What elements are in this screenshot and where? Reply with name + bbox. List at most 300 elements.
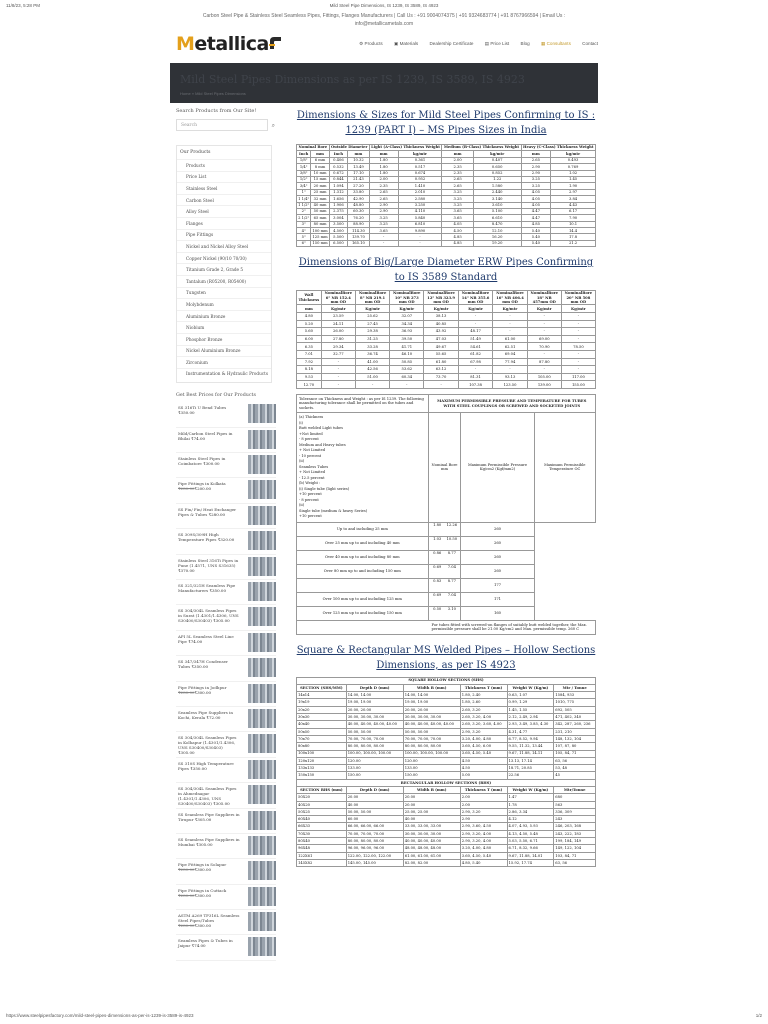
table-cell: 260 bbox=[461, 522, 534, 536]
print-header bbox=[6, 3, 762, 11]
table-cell: 50x50 bbox=[297, 728, 347, 735]
table-cell: Over 125 mm up to and including 150 mm bbox=[297, 606, 429, 620]
product-name[interactable]: Pipe Fittings in Jodhpur bbox=[178, 684, 227, 690]
table-cell: 51.00 bbox=[355, 373, 389, 381]
table-cell: 27.20 bbox=[348, 183, 370, 189]
nav-materials[interactable]: ▣ Materials bbox=[393, 41, 419, 46]
table-cell: 70x70 bbox=[297, 735, 347, 742]
column-header: Weight W (Kg/m) bbox=[507, 786, 554, 793]
table-cell: 3.60, 4.50, 5.40 bbox=[460, 852, 507, 859]
table-cell: 145.00, 145.00 bbox=[346, 859, 403, 866]
tolerance-line: Medium and Heavy tubes bbox=[299, 442, 346, 447]
nav-price-list[interactable]: ▤ Price List bbox=[484, 41, 510, 46]
table-cell: 122.00, 122.00, 122.00 bbox=[346, 852, 403, 859]
category-link[interactable]: Titanium Grade 2, Grade 5 bbox=[177, 263, 271, 275]
product-item[interactable] bbox=[176, 859, 276, 884]
product-item[interactable] bbox=[176, 682, 276, 707]
product-thumbnail[interactable] bbox=[248, 684, 276, 703]
table-cell: 96X48 bbox=[297, 845, 347, 852]
table-cell: 4.85 bbox=[442, 240, 473, 246]
tolerance-line: Butt welded Light tubes bbox=[299, 426, 343, 431]
category-link[interactable]: Nickel Aluminium Bronze bbox=[177, 345, 271, 357]
table-cell: 65 mm bbox=[311, 215, 329, 221]
nav-dealership[interactable]: Dealership Certificate bbox=[429, 41, 474, 46]
contact-email[interactable]: info@metallicametals.com bbox=[354, 21, 414, 27]
table-cell: 33.28 bbox=[355, 343, 389, 351]
table-cell: - bbox=[458, 320, 492, 328]
table-cell: 1/8" bbox=[297, 157, 311, 163]
product-price: ₹305.00 bbox=[213, 801, 230, 807]
table-cell: 260 bbox=[461, 550, 534, 564]
product-item[interactable] bbox=[176, 910, 276, 935]
table-cell: 0.769 bbox=[551, 164, 596, 170]
tolerance-line: + Not Limited bbox=[299, 448, 326, 453]
table-cell: 20.00 bbox=[346, 794, 403, 801]
table-cell: 4.47 bbox=[521, 215, 551, 221]
table-cell: 4.05 bbox=[521, 189, 551, 195]
site-logo[interactable]: Metallica bbox=[176, 33, 269, 55]
column-unit: kg/mtr bbox=[551, 151, 596, 157]
table-cell: 43.92 bbox=[424, 328, 458, 336]
nav-consultants[interactable]: ▦ Consultants bbox=[540, 41, 571, 46]
table-cell: - bbox=[561, 358, 595, 366]
product-item[interactable] bbox=[176, 478, 276, 503]
product-thumbnail[interactable] bbox=[248, 937, 276, 956]
category-link[interactable]: Instrumentation & Hydraulic Products bbox=[177, 368, 271, 380]
table-cell: 8.470 bbox=[473, 221, 521, 227]
table-cell: 2.60, 3.20, 4.00 bbox=[460, 714, 507, 721]
column-header: SECTION RHS (mm) bbox=[297, 786, 347, 793]
table-cell: 2.90 bbox=[521, 170, 551, 176]
table-cell: 22.56 bbox=[507, 772, 554, 779]
is4923-title: Square & Rectangular MS Welded Pipes – Hollow Sections Dimensions, as per IS 4923 bbox=[296, 644, 596, 671]
table-cell: 4.50 bbox=[460, 765, 507, 772]
table-cell: 2.65 bbox=[369, 196, 398, 202]
table-cell: 20x20 bbox=[297, 706, 347, 713]
table-cell: 88.90 bbox=[348, 221, 370, 227]
table-cell: 25 mm bbox=[311, 189, 329, 195]
product-item[interactable] bbox=[176, 529, 276, 554]
product-name[interactable]: Pipe Fittings in Kolkata bbox=[178, 481, 226, 487]
table-cell: 26.00 bbox=[321, 328, 355, 336]
pressure-heading: MAXIMUM PERMISSIBLE PRESSURE AND TEMPERATURE FOR TUBES WITH STEEL COUPLINGS OR SCREWED AND SOCKETED JOINTS bbox=[428, 395, 595, 413]
table-cell: 48.80 bbox=[348, 202, 370, 208]
column-header: NominalBore 10" NB 273 mm OD bbox=[390, 291, 424, 305]
product-item[interactable] bbox=[176, 402, 276, 427]
table-cell: 0.50 bbox=[433, 606, 442, 611]
category-link[interactable]: Niobium bbox=[177, 321, 271, 333]
product-name[interactable]: SS 310S High Temperature Pipes bbox=[178, 760, 234, 771]
table-cell: 563 bbox=[554, 801, 596, 808]
table-cell: 3.140 bbox=[473, 196, 521, 202]
table-row bbox=[297, 808, 596, 815]
product-thumbnail[interactable] bbox=[248, 785, 276, 804]
category-link[interactable]: Tungsten bbox=[177, 287, 271, 299]
table-row bbox=[297, 852, 596, 859]
table-cell: 30.00, 30.00, 30.00 bbox=[403, 830, 460, 837]
table-cell: - bbox=[527, 328, 561, 336]
product-name[interactable]: Seamless Pipe Suppliers in Kochi, Kerala bbox=[178, 709, 233, 720]
product-name[interactable]: SS 316Ti U Bend Tubes bbox=[178, 405, 227, 411]
category-link[interactable]: Molybdenum bbox=[177, 298, 271, 310]
table-cell: 0.674 bbox=[398, 170, 442, 176]
table-cell: 42.56 bbox=[355, 366, 389, 374]
table-cell: 0.532 bbox=[329, 164, 347, 170]
table-cell: 29.34 bbox=[321, 343, 355, 351]
table-cell: 34.34 bbox=[390, 320, 424, 328]
product-thumbnail[interactable] bbox=[248, 811, 276, 830]
table-cell: 5.40 bbox=[521, 240, 551, 246]
product-thumbnail[interactable] bbox=[248, 455, 276, 474]
table-cell: 23.59 bbox=[321, 313, 355, 321]
table-cell: 27.45 bbox=[355, 320, 389, 328]
table-row bbox=[297, 550, 596, 564]
print-page-number: 1/2 bbox=[755, 1013, 762, 1018]
table-cell: 1.410 bbox=[398, 183, 442, 189]
shs-column-row bbox=[297, 684, 596, 691]
table-row bbox=[297, 823, 596, 830]
product-item[interactable] bbox=[176, 580, 276, 605]
contact-line: Carbon Steel Pipe & Stainless Steel Seamless Pipes, Fittings, Flanges Manufacturers | Call Us : +91 9004074375 | +91 9324683774 | +91 8767966594 | Email Us : bbox=[202, 13, 566, 19]
table-cell: 680 bbox=[554, 794, 596, 801]
table-cell: 60.30 bbox=[348, 208, 370, 214]
product-thumbnail[interactable] bbox=[248, 404, 276, 423]
table-cell: 47.03 bbox=[424, 335, 458, 343]
table-cell: - bbox=[493, 313, 527, 321]
table-cell: 48.00, 48.00, 48.00 bbox=[403, 845, 460, 852]
category-link[interactable]: Nickel and Nickel Alloy Steel bbox=[177, 240, 271, 252]
column-header: Depth D (mm) bbox=[346, 684, 403, 691]
nav-products[interactable]: ⚙ Products bbox=[359, 41, 383, 46]
table-cell: 117.00 bbox=[561, 373, 595, 381]
table-cell: 4.80 bbox=[297, 313, 322, 321]
product-thumbnail[interactable] bbox=[248, 607, 276, 626]
product-item[interactable] bbox=[176, 707, 276, 732]
category-link[interactable]: Carbon Steel bbox=[177, 194, 271, 206]
product-name[interactable]: SS Seamless Pipe Suppliers in Mumbai bbox=[178, 836, 240, 847]
table-cell: 18.71, 20.85 bbox=[507, 765, 554, 772]
column-unit: Inch bbox=[329, 151, 347, 157]
is1239-table bbox=[296, 144, 596, 247]
nav-contact[interactable]: Contact bbox=[582, 41, 598, 46]
table-cell: 40.00 bbox=[346, 801, 403, 808]
is3589-header-row bbox=[297, 291, 596, 305]
table-cell: 14.00, 14.00 bbox=[346, 692, 403, 699]
table-cell: 3.65 bbox=[442, 208, 473, 214]
category-link[interactable]: Phosphor Bronze bbox=[177, 333, 271, 345]
table-cell: 133.00 bbox=[346, 765, 403, 772]
product-categories bbox=[176, 145, 272, 383]
table-cell: 155.00 bbox=[561, 381, 595, 389]
table-cell: 42.90 bbox=[348, 196, 370, 202]
product-item[interactable] bbox=[176, 809, 276, 834]
tolerance-line: Single tube (medium & heavy Series) bbox=[299, 508, 368, 513]
product-name[interactable]: SS 309S/309H High Temperature Pipes bbox=[178, 532, 219, 543]
product-thumbnail[interactable] bbox=[248, 709, 276, 728]
category-link[interactable]: Stainless Steel bbox=[177, 182, 271, 194]
table-row bbox=[297, 313, 596, 321]
table-cell: 3.500 bbox=[329, 221, 347, 227]
category-link[interactable]: Flanges bbox=[177, 217, 271, 229]
product-name[interactable]: API 5L Seamless Steel Line Pipe bbox=[178, 633, 234, 644]
tolerance-table: Tolerance on Thickness and Weight : as per IS 1239. The following manufacturing tolerance shall be permitted on the tubes and sockets. MAXIMUM PERMISSIBLE PRESSURE AND TEMPERATURE FOR TUBES WITH STEEL COUPLINGS OR SCREWED AND SOCKETED JOINTS (a) Thickness (i) Butt welded Light tubes +Not limited - 8 percent Medium and Heavy tubes + Not Limited - 10 percent (ii) Seamless Tubes + Not Limited - 12.5 percent (b) Weight : (i) Single tube (light series) +10 percent - 8 percent (ii) Single tube (medium & heavy Series) +10 percent Nominal Bore mm Maximum Permissible Pressure Kg/cm2 (Kgf/mm2) Maximum Permissible Temperature OC Up to and including 25 mm 1.80 12.26 260 Over 25 mm up to and including 40 mm 1.03 10.50 260 Over 40 mm up to and including 80 mm 0.86 8.77 260 Over 80 mm up to and including 150 mm 0.69 7.04 260 0.83 8.77 177 Over 100 mm up to and including 125 mm 0.69 7.04 171 Over 125 mm up to and including 150 mm 0.50 3.10 160 For tubes fitted with screwed-on flanges of suitably butt welded together, the Max. permissible pressure shall be 21.00 Kg/cm2 and Max. permissible temp. 260 C bbox=[296, 394, 596, 635]
category-link[interactable]: Zirconium bbox=[177, 356, 271, 368]
table-cell: 6.35 bbox=[297, 343, 322, 351]
product-price: ₹300.00 bbox=[194, 867, 212, 873]
product-thumbnail[interactable] bbox=[248, 480, 276, 499]
table-cell: 19.00, 19.00 bbox=[403, 699, 460, 706]
table-cell: 80X40 bbox=[297, 838, 347, 845]
product-price: ₹74.00 bbox=[191, 435, 206, 441]
nav-blog[interactable]: Blog bbox=[520, 41, 530, 46]
table-cell: 9.53 bbox=[297, 373, 322, 381]
table-cell: 5.840 bbox=[398, 215, 442, 221]
column-unit: mm bbox=[442, 151, 473, 157]
tolerance-line: - 8 percent bbox=[299, 437, 319, 442]
product-thumbnail[interactable] bbox=[248, 861, 276, 880]
table-cell: - bbox=[458, 366, 492, 374]
product-name[interactable]: Seamless Pipes & Tubes in Jaipur bbox=[178, 938, 233, 949]
category-link[interactable]: Tantalum (R05200, R05400) bbox=[177, 275, 271, 287]
table-cell: 50X25 bbox=[297, 808, 347, 815]
product-thumbnail[interactable] bbox=[248, 887, 276, 906]
table-cell: 13.13, 17.14 bbox=[507, 757, 554, 764]
table-row bbox=[297, 381, 596, 389]
table-cell: 30x30 bbox=[297, 714, 347, 721]
table-cell: 80.00, 80.00, 80.00 bbox=[346, 743, 403, 750]
table-cell: 125 mm bbox=[312, 234, 328, 239]
table-cell: 9.890 bbox=[398, 228, 442, 234]
product-item[interactable] bbox=[176, 935, 276, 960]
table-cell: 3.84 bbox=[551, 196, 596, 202]
table-row bbox=[297, 772, 596, 779]
table-cell: 1.094 bbox=[329, 183, 347, 189]
product-thumbnail[interactable] bbox=[248, 912, 276, 931]
category-link[interactable]: Copper Nickel (90/10 70/30) bbox=[177, 252, 271, 264]
table-cell: 4.500 bbox=[329, 228, 347, 234]
table-cell: 33.00, 33.00, 33.00 bbox=[403, 823, 460, 830]
column-header: Thickness T (mm) bbox=[460, 684, 507, 691]
product-name[interactable]: Stainless Steel Pipes in Coimbatore bbox=[178, 456, 226, 467]
table-cell: 1 1/2" bbox=[298, 203, 310, 207]
tolerance-line: (i) Single tube (light series) bbox=[299, 486, 350, 491]
table-cell: 66X33 bbox=[297, 823, 347, 830]
table-cell: 31.25 bbox=[355, 335, 389, 343]
table-cell: 32.07 bbox=[390, 313, 424, 321]
table-cell: 2.60, 3.20, 3.60, 4.00 bbox=[460, 721, 507, 728]
product-item[interactable] bbox=[176, 631, 276, 656]
table-cell: 9.67, 11.88, 14.11 bbox=[507, 750, 554, 757]
table-row bbox=[297, 794, 596, 801]
column-header: NominalBore 8" NB 219.1 mm OD bbox=[355, 291, 389, 305]
table-cell: 1.45 bbox=[551, 176, 596, 182]
table-cell: 1.80, 2.40 bbox=[460, 692, 507, 699]
table-cell: 3.65 bbox=[369, 228, 398, 234]
product-item[interactable] bbox=[176, 555, 276, 580]
shs-heading: SQUARE HOLLOW SECTIONS (SHS) bbox=[297, 677, 596, 684]
product-item[interactable] bbox=[176, 885, 276, 910]
shs-table bbox=[296, 677, 596, 868]
table-cell: - bbox=[561, 328, 595, 336]
table-cell: 0.852 bbox=[473, 170, 521, 176]
column-header: Width B (mm) bbox=[403, 684, 460, 691]
print-footer bbox=[6, 1013, 762, 1021]
table-cell: - bbox=[321, 358, 355, 366]
product-price: ₹305.00 bbox=[213, 618, 230, 624]
tolerance-line: Seamless Tubes bbox=[299, 464, 329, 469]
product-name[interactable]: Pipe Fittings in Solapur bbox=[178, 862, 227, 868]
table-cell: - bbox=[398, 234, 442, 240]
table-cell: 51.49 bbox=[458, 335, 492, 343]
table-cell: 133x133 bbox=[297, 765, 347, 772]
table-cell: 13.49 bbox=[348, 164, 370, 170]
table-cell: 25.62 bbox=[355, 313, 389, 321]
product-price: ₹300.00 bbox=[203, 461, 220, 467]
product-name[interactable]: SS 304/304L Seamless Pipes in Surat (1.4301/1.4306, UNS S30400/S30403) bbox=[178, 608, 239, 624]
table-cell: 55.65 bbox=[424, 351, 458, 359]
product-thumbnail[interactable] bbox=[248, 430, 276, 449]
product-price: ₹72.00 bbox=[206, 714, 221, 720]
table-cell: 5.40 bbox=[521, 228, 551, 234]
column-unit: Kg/mtr bbox=[561, 305, 595, 313]
product-name[interactable]: SS Fin/ Fin/ Heat Exchanger Pipes & Tubes bbox=[178, 506, 237, 517]
table-cell: Up to and including 25 mm bbox=[297, 522, 429, 536]
print-page-title: Mild Steel Pipe Dimensions, IS 1239, IS 3589, IS 4923 bbox=[329, 3, 439, 8]
table-cell: 1.80, 2.60 bbox=[460, 699, 507, 706]
table-row bbox=[297, 335, 596, 343]
table-cell: 120x120 bbox=[297, 757, 347, 764]
product-name[interactable]: SS 304/304L Seamless Pipes in Ahmednagar (1.4301/1.4306, UNS S30400/S30403) bbox=[178, 786, 237, 807]
product-name[interactable]: Pipe Fittings in Cuttack bbox=[178, 887, 227, 893]
table-cell: 10.32 bbox=[348, 157, 370, 163]
table-cell: 30.00, 30.00, 30.00 bbox=[346, 714, 403, 721]
product-old-price: ₹280.00 bbox=[178, 867, 195, 873]
product-name[interactable]: SS 321/321H Seamless Pipe Manufacturers bbox=[178, 583, 236, 594]
product-name[interactable]: SS Seamless Pipe Suppliers in Tirupur bbox=[178, 811, 240, 822]
category-link[interactable]: Pipe Fittings bbox=[177, 229, 271, 241]
table-cell: 1.47 bbox=[507, 794, 554, 801]
product-item[interactable] bbox=[176, 453, 276, 478]
column-header: Depth D (mm) bbox=[346, 786, 403, 793]
table-row bbox=[297, 743, 596, 750]
table-cell: 96.00, 96.00, 96.00 bbox=[346, 845, 403, 852]
table-row bbox=[297, 358, 596, 366]
product-thumbnail[interactable] bbox=[248, 557, 276, 576]
category-link[interactable]: Products bbox=[177, 159, 271, 171]
table-cell: 53.62 bbox=[390, 366, 424, 374]
table-cell: 17.10 bbox=[348, 170, 370, 176]
product-name[interactable]: SS 347/347H Condenser Tubes bbox=[178, 659, 228, 670]
table-cell: 100.00, 100.00, 100.00 bbox=[346, 750, 403, 757]
table-cell: 2.00 bbox=[442, 157, 473, 163]
category-link[interactable]: Aluminium Bronze bbox=[177, 310, 271, 322]
product-name[interactable]: Stainless Steel 316Ti Pipes in Pune (1.4571, UNS S31635) bbox=[178, 557, 239, 568]
table-cell: 12.70 bbox=[297, 381, 322, 389]
column-header: NominalBore 18" NB 457mm OD bbox=[527, 291, 561, 305]
table-cell: 133.00 bbox=[403, 765, 460, 772]
product-thumbnail[interactable] bbox=[248, 506, 276, 525]
table-cell: 471, 402, 340 bbox=[554, 714, 596, 721]
column-header: NominalBore 6" NB 152.4 mm OD bbox=[321, 291, 355, 305]
product-item[interactable] bbox=[176, 605, 276, 630]
search-input[interactable]: Search ⌕ bbox=[176, 119, 268, 131]
table-cell: 1584, 933 bbox=[554, 692, 596, 699]
product-price: ₹305.00 bbox=[178, 750, 195, 756]
column-header: Weight W (Kg/m) bbox=[507, 684, 554, 691]
table-cell: - bbox=[458, 313, 492, 321]
product-thumbnail[interactable] bbox=[248, 734, 276, 753]
product-item[interactable] bbox=[176, 758, 276, 783]
table-cell: Over 40 mm up to and including 80 mm bbox=[297, 550, 429, 564]
product-thumbnail[interactable] bbox=[248, 658, 276, 677]
table-cell: 1.906 bbox=[329, 202, 347, 208]
product-thumbnail[interactable] bbox=[248, 531, 276, 550]
table-cell: 246, 203, 168 bbox=[554, 823, 596, 830]
table-cell: 33.80 bbox=[348, 189, 370, 195]
product-thumbnail[interactable] bbox=[248, 633, 276, 652]
product-name[interactable]: ASTM A269 TP316L Seamless Steel Pipes/Tubes bbox=[178, 913, 240, 924]
table-cell: - bbox=[561, 366, 595, 374]
table-cell: 24.11 bbox=[321, 320, 355, 328]
table-cell: 40 mm bbox=[311, 202, 329, 208]
table-cell: 8.18 bbox=[297, 366, 322, 374]
tolerance-line: - 10 percent bbox=[299, 453, 322, 458]
table-cell: 8 mm bbox=[311, 164, 329, 170]
search-title: Search Products from Our Site! bbox=[176, 108, 257, 114]
search-icon[interactable]: ⌕ bbox=[271, 122, 275, 129]
categories-title: Our Products bbox=[180, 150, 211, 155]
product-thumbnail[interactable] bbox=[248, 760, 276, 779]
table-cell: - bbox=[321, 373, 355, 381]
table-cell: 1.78 bbox=[507, 801, 554, 808]
category-link[interactable]: Price List bbox=[177, 171, 271, 183]
tolerance-line: +10 percent bbox=[299, 492, 322, 497]
table-cell: 4.31, 4.77 bbox=[507, 728, 554, 735]
table-cell: 1.580 bbox=[473, 183, 521, 189]
table-cell: 63.12 bbox=[424, 366, 458, 374]
column-header: NominalBore 20" NB 508 mm OD bbox=[561, 291, 595, 305]
product-item[interactable] bbox=[176, 834, 276, 859]
product-item[interactable] bbox=[176, 783, 276, 808]
column-unit: Kg/mtr bbox=[424, 305, 458, 313]
product-item[interactable] bbox=[176, 428, 276, 453]
product-price: ₹305.00 bbox=[195, 841, 213, 847]
category-link[interactable]: Alloy Steel bbox=[177, 205, 271, 217]
tolerance-line: (ii) bbox=[299, 459, 305, 464]
table-cell: 76.20 bbox=[348, 215, 370, 221]
product-name[interactable]: SS 304/304L Seamless Pipes in Kolhapur (1.4301/1.4306, UNS S30400/S30403) bbox=[178, 735, 237, 751]
table-cell: 2 1/2" bbox=[298, 215, 310, 220]
product-item[interactable] bbox=[176, 732, 276, 757]
table-cell: 50.00, 50.00 bbox=[346, 808, 403, 815]
pressure-cell bbox=[428, 536, 461, 550]
product-thumbnail[interactable] bbox=[248, 836, 276, 855]
table-cell: 70.00, 70.00, 70.00 bbox=[346, 735, 403, 742]
table-cell: 78.50 bbox=[561, 343, 595, 351]
table-cell: 105.00 bbox=[527, 373, 561, 381]
table-cell: 260 bbox=[461, 564, 534, 578]
table-cell: 243 bbox=[554, 816, 596, 823]
product-item[interactable] bbox=[176, 504, 276, 529]
product-thumbnail[interactable] bbox=[248, 582, 276, 601]
column-header: NominalBore 12" NB 323.9 mm OD bbox=[424, 291, 458, 305]
table-cell: 6.00 bbox=[297, 335, 322, 343]
product-item[interactable] bbox=[176, 656, 276, 681]
product-name[interactable]: Mild/Carbon Steel Pipes in Bhilai bbox=[178, 430, 233, 441]
table-cell: 10.1 bbox=[551, 221, 596, 227]
table-cell: 40.00, 40.00, 40.00, 40.00 bbox=[346, 721, 403, 728]
column-header: Width B (mm) bbox=[403, 786, 460, 793]
